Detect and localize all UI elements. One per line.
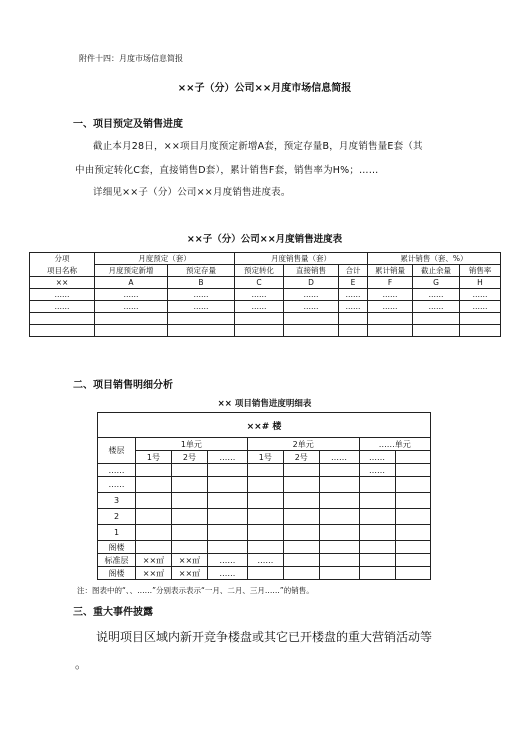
dots-cell: …… <box>339 301 368 313</box>
document-title: ××子（分）公司××月度市场信息简报 <box>177 83 352 94</box>
subheader: 预定转化 <box>235 265 284 277</box>
floor-header: 楼层 <box>98 438 136 464</box>
subheader: 截止余量 <box>413 265 460 277</box>
section3-text-line2: 。 <box>75 657 88 671</box>
unit-header: ……单元 <box>359 438 431 451</box>
floor-cell: …… <box>98 464 136 477</box>
area-cell: ××㎡ <box>135 567 171 580</box>
floor-cell: …… <box>98 477 136 493</box>
group-header: 月度销售量（套） <box>235 253 368 265</box>
room-header: …… <box>319 451 359 464</box>
room-header: 1号 <box>247 451 283 464</box>
section1-line3: 详细见××子（分）公司××月度销售进度表。 <box>93 187 291 198</box>
section3-heading: 三、重大事件披露 <box>73 607 153 618</box>
code-cell: ×× <box>30 277 95 289</box>
dots-cell: …… <box>460 289 501 301</box>
table-note: 注：图表中的“、、……”分别表示表示“一月、二月、三月……”的销售。 <box>77 586 314 595</box>
dots-cell: …… <box>460 301 501 313</box>
floor-cell: 阁楼 <box>98 541 136 554</box>
floor-cell: 标准层 <box>98 554 136 567</box>
dots-cell: …… <box>413 289 460 301</box>
area-cell: ××㎡ <box>171 567 207 580</box>
floor-cell: 1 <box>98 525 136 541</box>
attachment-label: 附件十四：月度市场信息简报 <box>79 54 183 63</box>
group-header: 月度预定（套） <box>95 253 235 265</box>
building-title: ××# 楼 <box>98 413 431 438</box>
code-cell: A <box>95 277 168 289</box>
dots-cell: …… <box>368 301 413 313</box>
dots-cell: …… <box>247 554 283 567</box>
dots-cell: …… <box>30 301 95 313</box>
sales-progress-table <box>29 252 501 337</box>
code-cell: H <box>460 277 501 289</box>
subheader: 销售率 <box>460 265 501 277</box>
unit-header: 1单元 <box>135 438 247 451</box>
section1-line2: 中由预定转化C套，直接销售D套），累计销售F套，销售率为H%；…… <box>75 165 379 176</box>
table1-caption: ××子（分）公司××月度销售进度表 <box>186 234 343 245</box>
dots-cell: …… <box>284 289 339 301</box>
dots-cell: …… <box>235 301 284 313</box>
code-cell: B <box>168 277 235 289</box>
room-header: 2号 <box>171 451 207 464</box>
dots-cell: …… <box>339 289 368 301</box>
section3-text-line1: 说明项目区域内新开竞争楼盘或其它已开楼盘的重大营销活动等 <box>96 630 433 644</box>
corner-top: 分项 <box>30 253 95 265</box>
section1-line1: 截止本月28日，××项目月度预定新增A套，预定存量B，月度销售量E套（其 <box>93 141 423 152</box>
section2-heading: 二、项目销售明细分析 <box>73 380 173 391</box>
room-header: …… <box>359 451 395 464</box>
dots-cell: …… <box>95 301 168 313</box>
group-header: 累计销售（套、%） <box>368 253 501 265</box>
code-cell: D <box>284 277 339 289</box>
room-header: 2号 <box>283 451 319 464</box>
dots-cell: …… <box>95 289 168 301</box>
subheader: 合计 <box>339 265 368 277</box>
area-cell: ××㎡ <box>171 554 207 567</box>
floor-cell: 2 <box>98 509 136 525</box>
area-cell: ××㎡ <box>135 554 171 567</box>
dots-cell: …… <box>168 301 235 313</box>
dots-cell: …… <box>368 289 413 301</box>
sales-detail-table <box>97 412 431 580</box>
corner-bottom: 项目名称 <box>30 265 95 277</box>
subheader: 月度预定新增 <box>95 265 168 277</box>
code-cell: F <box>368 277 413 289</box>
room-header: 1号 <box>135 451 171 464</box>
floor-cell: 阁楼 <box>98 567 136 580</box>
room-header: …… <box>207 451 247 464</box>
dots-cell: …… <box>168 289 235 301</box>
section1-heading: 一、项目预定及销售进度 <box>73 119 183 130</box>
subheader: 累计销量 <box>368 265 413 277</box>
dots-cell: …… <box>359 464 395 477</box>
dots-cell: …… <box>235 289 284 301</box>
table2-caption: ×× 项目销售进度明细表 <box>217 399 312 409</box>
code-cell: E <box>339 277 368 289</box>
code-cell: C <box>235 277 284 289</box>
subheader: 直接销售 <box>284 265 339 277</box>
dots-cell: …… <box>284 301 339 313</box>
unit-header: 2单元 <box>247 438 359 451</box>
floor-cell: 3 <box>98 493 136 509</box>
code-cell: G <box>413 277 460 289</box>
dots-cell: …… <box>30 289 95 301</box>
dots-cell: …… <box>207 554 247 567</box>
dots-cell: …… <box>413 301 460 313</box>
dots-cell: …… <box>207 567 247 580</box>
subheader: 预定存量 <box>168 265 235 277</box>
